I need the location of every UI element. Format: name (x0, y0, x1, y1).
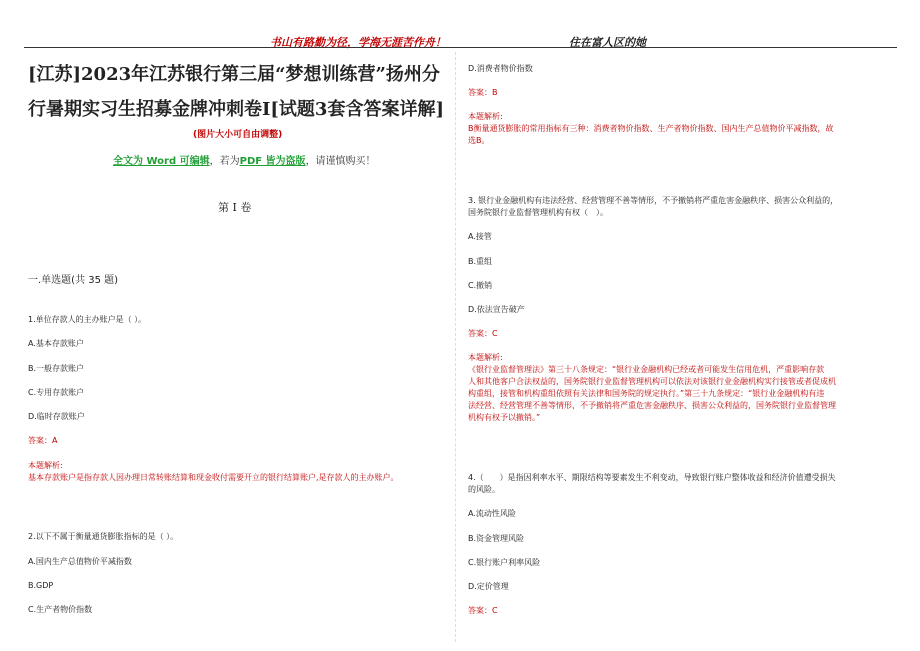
q1-option-c: C.专用存款账户 (28, 388, 85, 397)
q4-option-d: D.定价管理 (468, 582, 509, 591)
note-pdf-warning: PDF 皆为盗版 (239, 156, 306, 167)
q3-analysis-line1: 《银行业监督管理法》第三十八条规定：“银行业金融机构已经或者可能发生信用危机，严重影响存款 (468, 365, 825, 374)
header-slogan-right: 住在富人区的她 (569, 36, 646, 49)
note-mid: ，若为 (209, 156, 240, 167)
q3-analysis-title: 本题解析: (468, 353, 503, 362)
q4-stem-line1: 4.（ ）是指因利率水平、期限结构等要素发生不利变动，导致银行账户整体收益和经济价值遭受损失 (468, 473, 836, 482)
q4-option-c: C.银行账户利率风险 (468, 558, 541, 567)
q4-answer: 答案：C (468, 606, 498, 615)
q3-option-d: D.依法宣告破产 (468, 305, 525, 314)
q2-analysis-line2: 选B。 (468, 136, 490, 145)
q2-analysis-line1: B衡量通货膨胀的常用指标有三种：消费者物价指数、生产者物价指数、国内生产总值物价平减指数，故 (468, 124, 834, 133)
q2-option-c: C.生产者物价指数 (28, 605, 93, 614)
q2-option-b: B.GDP (28, 581, 54, 590)
note-end: ，请谨慎购买！ (305, 156, 376, 167)
header-slogan-left: 书山有路勤为径，学海无涯苦作舟！ (270, 36, 446, 49)
doc-title-line2: 行暑期实习生招募金牌冲刺卷I[试题3套含答案详解] (28, 99, 444, 120)
note-word-editable: 全文为 Word 可编辑 (113, 156, 210, 167)
q4-stem-line2: 的风险。 (468, 485, 500, 494)
q2-option-d: D.消费者物价指数 (468, 64, 533, 73)
q3-analysis-line4: 法经营、经营管理不善等情形，不予撤销将严重危害金融秩序、损害公众利益的，国务院银行业监督管理 (468, 401, 836, 410)
q1-option-a: A.基本存款账户 (28, 339, 84, 348)
q1-option-d: D.临时存款账户 (28, 412, 85, 421)
q3-answer: 答案：C (468, 329, 498, 338)
doc-subtitle: (图片大小可自由调整) (193, 130, 283, 140)
q4-option-b: B.资金管理风险 (468, 534, 525, 543)
q2-option-a: A.国内生产总值物价平减指数 (28, 557, 132, 566)
column-separator (455, 52, 456, 642)
q4-option-a: A.流动性风险 (468, 509, 516, 518)
q2-answer: 答案：B (468, 88, 498, 97)
q1-analysis: 基本存款账户是指存款人因办理日常转账结算和现金收付需要开立的银行结算账户,是存款人的主办账户。 (28, 473, 399, 482)
q3-analysis-line3: 构重组，接管和机构重组依照有关法律和国务院的规定执行。”第三十九条规定：“银行业金融机构有违 (468, 389, 825, 398)
q3-analysis-line5: 机构有权予以撤销。” (468, 413, 541, 422)
q3-stem-line1: 3. 银行业金融机构有违法经营、经营管理不善等情形，不予撤销将严重危害金融秩序、损害公众利益的， (468, 196, 839, 205)
section-heading: 一.单选题(共 35 题) (28, 275, 119, 286)
q1-stem: 1.单位存款人的主办账户是（ ）。 (28, 315, 147, 324)
q3-stem-line2: 国务院银行业监督管理机构有权（ ）。 (468, 208, 608, 217)
q3-analysis-line2: 人和其他客户合法权益的，国务院银行业监督管理机构可以依法对该银行业金融机构实行接管或者促成机 (468, 377, 836, 386)
q1-analysis-title: 本题解析: (28, 461, 63, 470)
header-divider (24, 47, 897, 48)
q3-option-b: B.重组 (468, 257, 493, 266)
q2-stem: 2.以下不属于衡量通货膨胀指标的是（ ）。 (28, 532, 179, 541)
q3-option-c: C.撤销 (468, 281, 493, 290)
q1-option-b: B.一般存款账户 (28, 364, 85, 373)
q3-option-a: A.接管 (468, 232, 492, 241)
purchase-note (113, 152, 376, 167)
q1-answer: 答案：A (28, 436, 58, 445)
volume-heading: 第 I 卷 (218, 201, 252, 214)
q2-analysis-title: 本题解析: (468, 112, 503, 121)
doc-title-line1: [江苏]2023年江苏银行第三届“梦想训练营”扬州分 (28, 64, 440, 85)
